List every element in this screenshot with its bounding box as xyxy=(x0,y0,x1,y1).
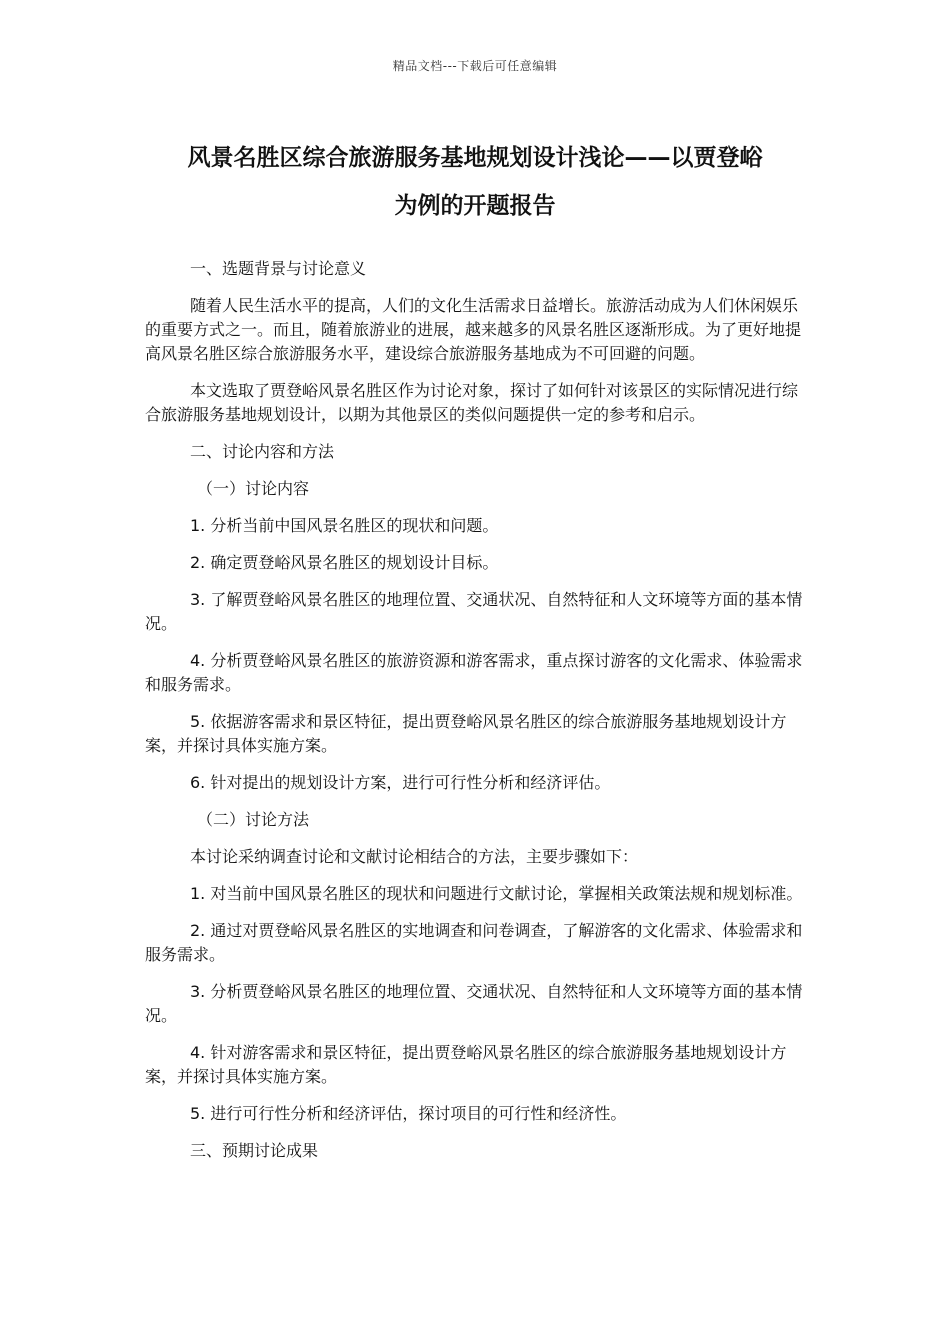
header-note: 精品文档---下载后可任意编辑 xyxy=(392,59,558,73)
method-item-2: 2. 通过对贾登峪风景名胜区的实地调查和问卷调查，了解游客的文化需求、体验需求和服务需求。 xyxy=(145,921,803,964)
document-body xyxy=(145,257,805,1176)
paragraph-background-1: 随着人民生活水平的提高，人们的文化生活需求日益增长。旅游活动成为人们休闲娱乐的重要方式之一。而且，随着旅游业的进展，越来越多的风景名胜区逐渐形成。为了更好地提高风景名胜区综合旅游服务水平，建设综合旅游服务基地成为不可回避的问题。 xyxy=(145,296,802,363)
method-item-5: 5. 进行可行性分析和经济评估，探讨项目的可行性和经济性。 xyxy=(190,1104,627,1123)
content-item-5: 5. 依据游客需求和景区特征，提出贾登峪风景名胜区的综合旅游服务基地规划设计方案，并探讨具体实施方案。 xyxy=(145,712,787,755)
methods-intro: 本讨论采纳调查讨论和文献讨论相结合的方法，主要步骤如下： xyxy=(190,847,639,866)
subsection-heading-methods: （二）讨论方法 xyxy=(197,810,310,829)
section-heading-content-methods: 二、讨论内容和方法 xyxy=(190,442,335,461)
title-line-1: 风景名胜区综合旅游服务基地规划设计浅论——以贾登峪 xyxy=(187,145,763,171)
document-title xyxy=(120,134,830,230)
subsection-heading-content: （一）讨论内容 xyxy=(197,479,310,498)
section-heading-background: 一、选题背景与讨论意义 xyxy=(190,259,367,278)
content-item-2: 2. 确定贾登峪风景名胜区的规划设计目标。 xyxy=(190,553,499,572)
title-line-2: 为例的开题报告 xyxy=(394,193,556,219)
content-item-1: 1. 分析当前中国风景名胜区的现状和问题。 xyxy=(190,516,499,535)
paragraph-background-2: 本文选取了贾登峪风景名胜区作为讨论对象，探讨了如何针对该景区的实际情况进行综合旅游服务基地规划设计，以期为其他景区的类似问题提供一定的参考和启示。 xyxy=(145,381,799,424)
section-heading-expected-results: 三、预期讨论成果 xyxy=(190,1141,319,1160)
method-item-3: 3. 分析贾登峪风景名胜区的地理位置、交通状况、自然特征和人文环境等方面的基本情况。 xyxy=(145,982,803,1025)
method-item-4: 4. 针对游客需求和景区特征，提出贾登峪风景名胜区的综合旅游服务基地规划设计方案，并探讨具体实施方案。 xyxy=(145,1043,787,1086)
method-item-1: 1. 对当前中国风景名胜区的现状和问题进行文献讨论，掌握相关政策法规和规划标准。 xyxy=(190,884,803,903)
content-item-4: 4. 分析贾登峪风景名胜区的旅游资源和游客需求，重点探讨游客的文化需求、体验需求和服务需求。 xyxy=(145,651,803,694)
content-item-3: 3. 了解贾登峪风景名胜区的地理位置、交通状况、自然特征和人文环境等方面的基本情况。 xyxy=(145,590,803,633)
content-item-6: 6. 针对提出的规划设计方案，进行可行性分析和经济评估。 xyxy=(190,773,611,792)
